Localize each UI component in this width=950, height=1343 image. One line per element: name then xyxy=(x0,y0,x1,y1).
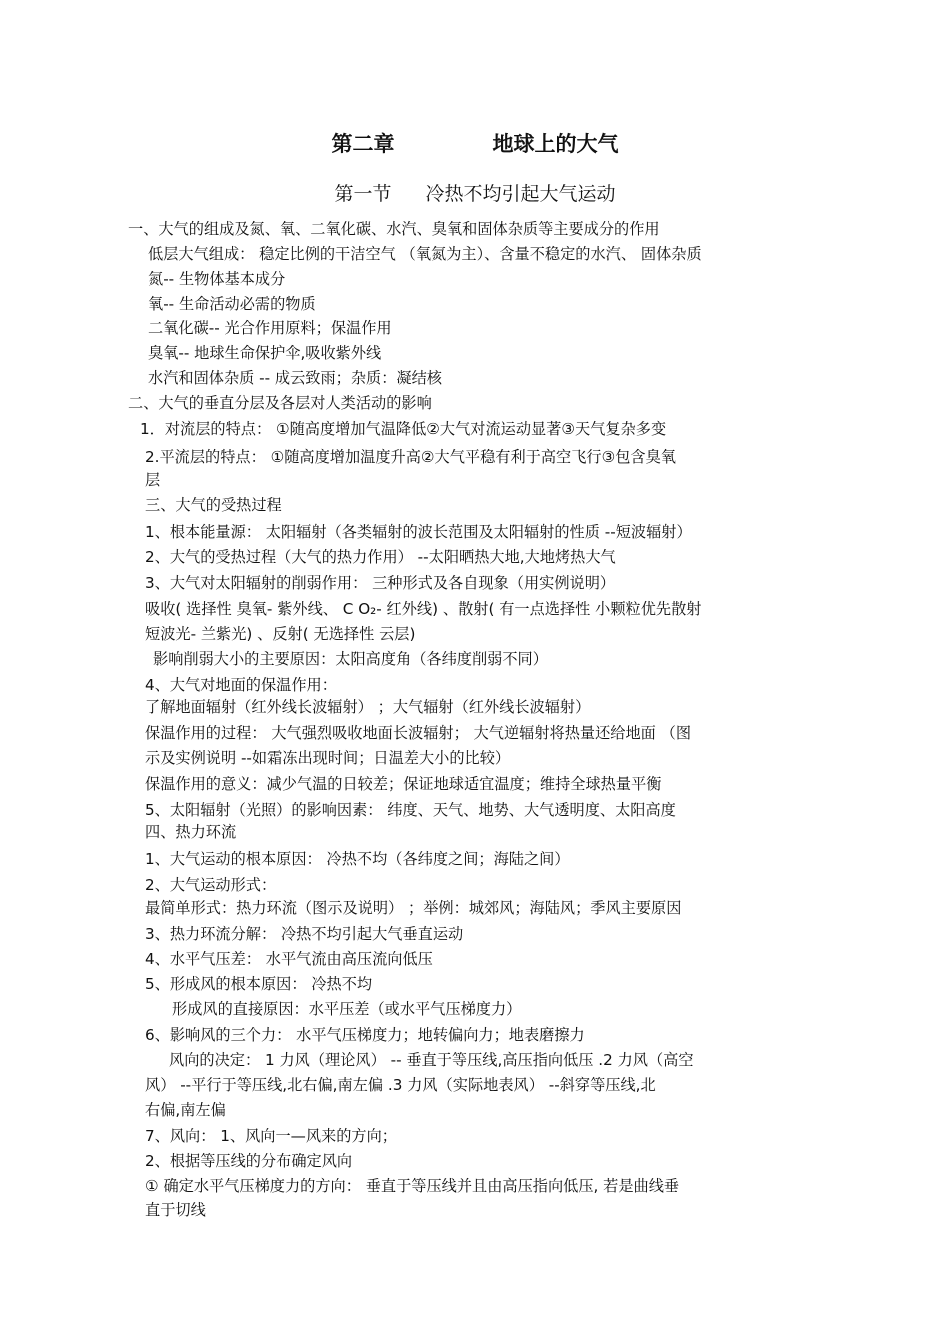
section-title: 冷热不均引起大气运动 xyxy=(425,183,616,205)
text-line: 1．对流层的特点： ①随高度增加气温降低②大气对流运动显著③天气复杂多变 xyxy=(140,420,667,438)
text-line: 保温作用的意义：减少气温的日较差；保证地球适宜温度；维持全球热量平衡 xyxy=(145,775,662,793)
text-line: 5、形成风的根本原因： 冷热不均 xyxy=(145,975,373,993)
chapter-title: 地球上的大气 xyxy=(492,132,619,156)
text-line: 3、大气对太阳辐射的削弱作用： 三种形式及各自现象（用实例说明） xyxy=(145,574,616,592)
text-line: 氮-- 生物体基本成分 xyxy=(148,270,286,288)
text-line: 直于切线 xyxy=(145,1201,206,1219)
section-heading xyxy=(0,179,950,206)
text-line: 二、大气的垂直分层及各层对人类活动的影响 xyxy=(128,394,432,412)
text-line: 4、大气对地面的保温作用： xyxy=(145,676,337,694)
text-line: 示及实例说明 --如霜冻出现时间；日温差大小的比较） xyxy=(145,749,511,767)
text-line: 1、根本能量源： 太阳辐射（各类辐射的波长范围及太阳辐射的性质 --短波辐射） xyxy=(145,523,692,541)
text-line: 二氧化碳-- 光合作用原料；保温作用 xyxy=(148,319,392,337)
text-line: 层 xyxy=(145,471,161,489)
text-line: 低层大气组成： 稳定比例的干洁空气 （氧氮为主）、含量不稳定的水汽、 固体杂质 xyxy=(148,245,702,263)
text-line: 3、热力环流分解： 冷热不均引起大气垂直运动 xyxy=(145,925,464,943)
text-line: 四、热力环流 xyxy=(145,823,237,841)
text-line: 7、风向： 1、风向一—风来的方向； xyxy=(145,1127,397,1145)
text-line: 一、大气的组成及氮、氧、二氧化碳、水汽、臭氧和固体杂质等主要成分的作用 xyxy=(128,220,660,238)
text-line: 形成风的直接原因：水平压差（或水平气压梯度力） xyxy=(172,1000,522,1018)
text-line: 氧-- 生命活动必需的物质 xyxy=(148,295,316,313)
text-line: 2、根据等压线的分布确定风向 xyxy=(145,1152,353,1170)
text-line: 1、大气运动的根本原因： 冷热不均（各纬度之间；海陆之间） xyxy=(145,850,570,868)
text-line: 最简单形式：热力环流（图示及说明） ；举例：城郊风；海陆风；季风主要原因 xyxy=(145,899,682,917)
text-line: 6、影响风的三个力： 水平气压梯度力；地转偏向力；地表磨擦力 xyxy=(145,1026,585,1044)
text-line: 风） --平行于等压线,北右偏,南左偏 .3 力风（实际地表风） --斜穿等压线,北 xyxy=(145,1076,656,1094)
text-line: 2、大气的受热过程（大气的热力作用） --太阳晒热大地,大地烤热大气 xyxy=(145,548,616,566)
text-line: ① 确定水平气压梯度力的方向： 垂直于等压线并且由高压指向低压, 若是曲线垂 xyxy=(145,1177,680,1195)
text-line: 了解地面辐射（红外线长波辐射） ；大气辐射（红外线长波辐射） xyxy=(145,698,591,716)
text-line: 短波光- 兰紫光) 、反射( 无选择性 云层) xyxy=(145,625,416,643)
text-line: 5、太阳辐射（光照）的影响因素： 纬度、天气、地势、大气透明度、太阳高度 xyxy=(145,801,676,819)
text-line: 影响削弱大小的主要原因：太阳高度角（各纬度削弱不同） xyxy=(153,650,548,668)
text-line: 2、大气运动形式： xyxy=(145,876,277,894)
text-line: 2.平流层的特点： ①随高度增加温度升高②大气平稳有利于高空飞行③包含臭氧 xyxy=(145,448,676,466)
text-line: 三、大气的受热过程 xyxy=(145,496,282,514)
text-line: 臭氧-- 地球生命保护伞,吸收紫外线 xyxy=(148,344,382,362)
text-line: 保温作用的过程： 大气强烈吸收地面长波辐射； 大气逆辐射将热量还给地面 （图 xyxy=(145,724,692,742)
chapter-number: 第二章 xyxy=(331,132,395,156)
chapter-heading xyxy=(0,128,950,158)
text-line: 水汽和固体杂质 -- 成云致雨；杂质：凝结核 xyxy=(148,369,442,387)
text-line: 右偏,南左偏 xyxy=(145,1101,226,1119)
section-number: 第一节 xyxy=(334,183,392,205)
text-line: 4、水平气压差： 水平气流由高压流向低压 xyxy=(145,950,433,968)
text-line: 吸收( 选择性 臭氧- 紫外线、 C O₂- 红外线) 、散射( 有一点选择性 小颗粒优先散射 xyxy=(145,600,702,618)
text-line: 风向的决定： 1 力风（理论风） -- 垂直于等压线,高压指向低压 .2 力风（高空 xyxy=(169,1051,694,1069)
